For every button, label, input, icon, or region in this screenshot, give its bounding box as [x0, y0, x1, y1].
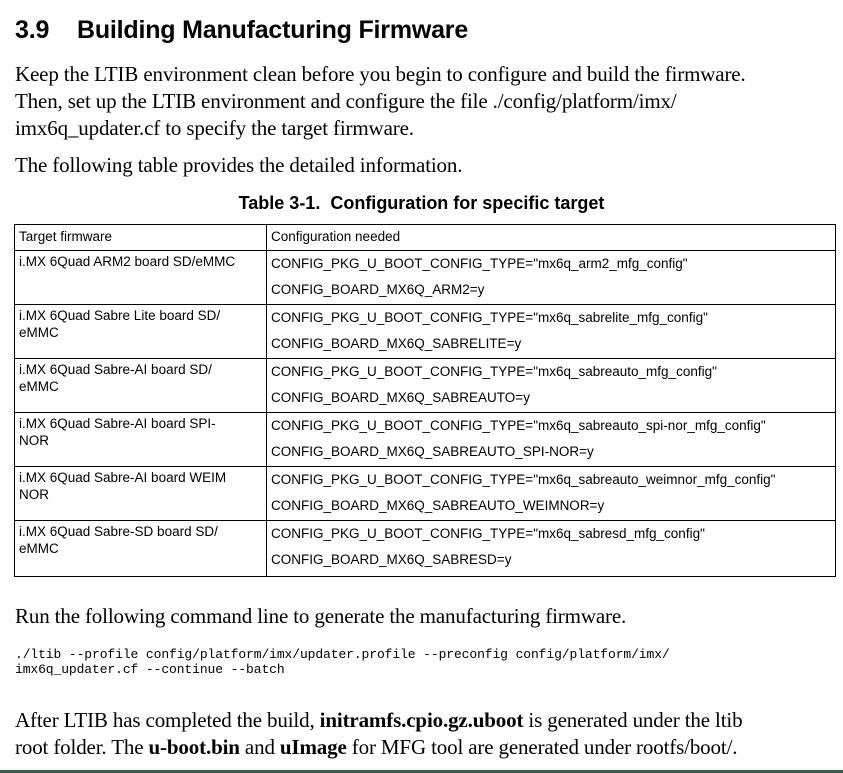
- outro-paragraph: [15, 707, 742, 761]
- config-line: CONFIG_PKG_U_BOOT_CONFIG_TYPE="mx6q_sabreauto_spi-nor_mfg_config": [271, 418, 766, 433]
- config-line: CONFIG_PKG_U_BOOT_CONFIG_TYPE="mx6q_sabrelite_mfg_config": [271, 310, 708, 325]
- config-line: CONFIG_BOARD_MX6Q_SABREAUTO=y: [271, 390, 530, 405]
- config-line: CONFIG_BOARD_MX6Q_SABREAUTO_SPI-NOR=y: [271, 444, 594, 459]
- filename-u-boot-bin: u-boot.bin: [148, 735, 240, 759]
- config-line: CONFIG_PKG_U_BOOT_CONFIG_TYPE="mx6q_arm2_mfg_config": [271, 256, 688, 271]
- config-line: CONFIG_BOARD_MX6Q_SABRESD=y: [271, 552, 512, 567]
- configuration-cell: [267, 251, 836, 305]
- target-line: i.MX 6Quad Sabre-AI board WEIM: [19, 470, 227, 485]
- target-line: eMMC: [19, 541, 59, 556]
- target-line: i.MX 6Quad Sabre-AI board SPI-: [19, 416, 216, 431]
- section-heading: [15, 14, 468, 46]
- target-firmware-cell: [15, 521, 267, 577]
- outro-text: root folder. The: [15, 735, 149, 759]
- column-header-configuration-needed: Configuration needed: [267, 225, 836, 251]
- section-title: Building Manufacturing Firmware: [77, 16, 469, 44]
- target-line: eMMC: [19, 379, 59, 394]
- target-line: i.MX 6Quad Sabre Lite board SD/: [19, 308, 221, 323]
- configuration-cell: [267, 413, 836, 467]
- filename-uimage: uImage: [279, 735, 347, 759]
- command-code-block: [15, 647, 670, 677]
- intro-paragraph: [15, 61, 746, 142]
- config-line: CONFIG_PKG_U_BOOT_CONFIG_TYPE="mx6q_sabreauto_mfg_config": [271, 364, 717, 379]
- configuration-cell: [267, 359, 836, 413]
- config-line: CONFIG_PKG_U_BOOT_CONFIG_TYPE="mx6q_sabreauto_weimnor_mfg_config": [271, 472, 776, 487]
- table-caption-number: Table 3-1.: [238, 193, 321, 213]
- table-row: [15, 359, 836, 413]
- outro-text: is generated under the ltib: [523, 708, 743, 732]
- target-firmware-cell: [15, 251, 267, 305]
- table-row: [15, 413, 836, 467]
- target-line: i.MX 6Quad Sabre-AI board SD/: [19, 362, 212, 377]
- intro-line: Then, set up the LTIB environment and configure the file ./config/platform/imx/: [15, 89, 677, 113]
- outro-text: for MFG tool are generated under rootfs/boot/.: [346, 735, 738, 759]
- target-firmware-cell: [15, 359, 267, 413]
- target-line: eMMC: [19, 325, 59, 340]
- filename-initramfs: initramfs.cpio.gz.uboot: [319, 708, 524, 732]
- config-line: CONFIG_PKG_U_BOOT_CONFIG_TYPE="mx6q_sabresd_mfg_config": [271, 526, 705, 541]
- target-firmware-cell: [15, 467, 267, 521]
- target-line: i.MX 6Quad ARM2 board SD/eMMC: [19, 254, 236, 269]
- config-line: CONFIG_BOARD_MX6Q_SABREAUTO_WEIMNOR=y: [271, 498, 605, 513]
- command-intro-paragraph: Run the following command line to generate the manufacturing firmware.: [15, 604, 627, 628]
- outro-text: After LTIB has completed the build,: [15, 708, 320, 732]
- configuration-table: [14, 224, 836, 577]
- config-line: CONFIG_BOARD_MX6Q_SABRELITE=y: [271, 336, 522, 351]
- table-row: [15, 521, 836, 577]
- intro-line: Keep the LTIB environment clean before you begin to configure and build the firmware.: [15, 62, 746, 86]
- target-line: NOR: [19, 433, 49, 448]
- table-caption: [0, 191, 843, 215]
- column-header-target-firmware: Target firmware: [15, 225, 267, 251]
- outro-text: and: [239, 735, 280, 759]
- target-firmware-cell: [15, 413, 267, 467]
- table-intro-paragraph: The following table provides the detailed information.: [15, 153, 463, 177]
- table-caption-title: Configuration for specific target: [330, 193, 605, 213]
- intro-line: imx6q_updater.cf to specify the target firmware.: [15, 116, 414, 140]
- configuration-cell: [267, 467, 836, 521]
- table-header-row: [15, 225, 836, 251]
- code-line: imx6q_updater.cf --continue --batch: [15, 662, 285, 677]
- configuration-cell: [267, 305, 836, 359]
- section-number: 3.9: [15, 16, 50, 44]
- target-line: i.MX 6Quad Sabre-SD board SD/: [19, 524, 218, 539]
- table-row: [15, 251, 836, 305]
- table-row: [15, 305, 836, 359]
- configuration-cell: [267, 521, 836, 577]
- table-row: [15, 467, 836, 521]
- config-line: CONFIG_BOARD_MX6Q_ARM2=y: [271, 282, 485, 297]
- code-line: ./ltib --profile config/platform/imx/updater.profile --preconfig config/platform/imx/: [15, 647, 670, 662]
- target-firmware-cell: [15, 305, 267, 359]
- target-line: NOR: [19, 487, 49, 502]
